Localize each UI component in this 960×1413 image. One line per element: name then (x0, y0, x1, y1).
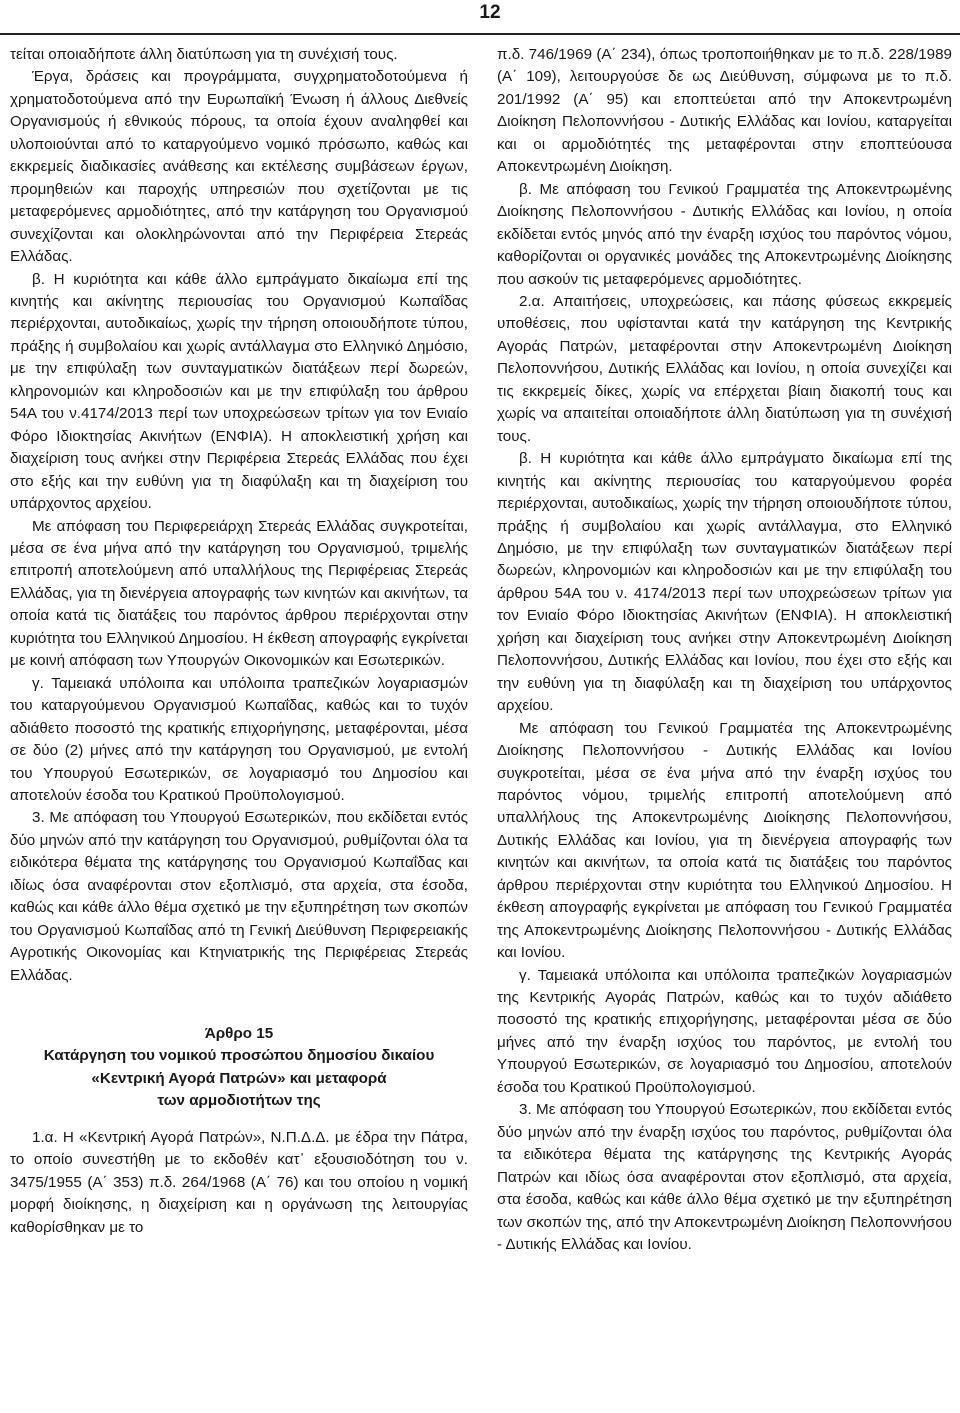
article-title-line-2: «Κεντρική Αγορά Πατρών» και μεταφορά (91, 1069, 387, 1087)
paragraph: γ. Ταμειακά υπόλοιπα και υπόλοιπα τραπεζικών λογαριασμών της Κεντρικής Αγοράς Πατρών, καθώς και το τυχόν αδιάθετο ποσοστό της κρατικής επιχορήγησης, μεταφέρονται μέσα σε δύο μήνες από την έναρξη ισχύος του παρόντος, με εντολή του Υπουργού Εσωτερικών, σε λογαριασμό του Δημοσίου, αποτελούν έσοδα του Κρατικού Προϋπολογισμού. (497, 966, 952, 1096)
paragraph: β. Με απόφαση του Γενικού Γραμματέα της Αποκεντρωμένης Διοίκησης Πελοποννήσου - Δυτικής Ελλάδας και Ιονίου, η οποία εκδίδεται εντός μηνός από την έναρξη ισχύος του παρόντος νόμου, καθορίζονται οι οργανικές μονάδες της Αποκεντρωμένης Διοίκησης που ασκούν τις μεταφερόμενες αρμοδιότητες. (497, 180, 952, 288)
left-paragraphs-after (10, 1127, 468, 1239)
paragraph: β. Η κυριότητα και κάθε άλλο εμπράγματο δικαίωμα επί της κινητής και ακίνητης περιουσίας του Οργανισμού Κωπαΐδας περιέρχονται, αυτοδικαίως, χωρίς την τήρηση οποιουδήποτε τύπου, πράξης ή συμβολαίου και χωρίς αντάλλαγμα στο Ελληνικό Δημόσιο, με την επιφύλαξη των συνταγματικών διατάξεων περί δωρεών, κληρονομιών και κληροδοσιών και με την επιφύλαξη του άρθρου 54Α του ν.4174/2013 περί των υποχρεώσεων τρίτων για τον Ενιαίο Φόρο Ιδιοκτησίας Ακινήτων (ΕΝΦΙΑ). Η αποκλειστική χρήση και διαχείριση τους ανήκει στην Περιφέρεια Στερεάς Ελλάδας που έχει στο εξής και την ευθύνη για τη διαφύλαξη και τη διαχείριση του υπάρχοντος αρχείου. (10, 270, 468, 513)
paragraph: π.δ. 746/1969 (Α΄ 234), όπως τροποποιήθηκαν με το π.δ. 228/1989 (Α΄ 109), λειτουργούσε δε ως Διεύθυνση, σύμφωνα με το π.δ. 201/1992 (Α΄ 95) και εποπτεύεται από την Αποκεντρωμένη Διοίκηση Πελοποννήσου - Δυτικής Ελλάδας και Ιονίου, καταργείται και οι αρμοδιότητές της μεταφέρονται στην εποπτεύουσα Αποκεντρωμένη Διοίκηση. (497, 46, 952, 176)
paragraph: 2.α. Απαιτήσεις, υποχρεώσεις, και πάσης φύσεως εκκρεμείς υποθέσεις, που υφίστανται κατά την κατάργηση της Κεντρικής Αγοράς Πατρών, μεταφέρονται στην Αποκεντρωμένη Διοίκηση Πελοποννήσου, Δυτικής Ελλάδας και Ιονίου, η οποία συνεχίζει και τις εκκρεμείς δίκες, χωρίς να επέρχεται βίαιη διακοπή τους και χωρίς να απαιτείται οποιαδήποτε άλλη διατύπωση για τη συνέχισή τους. (497, 292, 952, 445)
article-title-line-1: Κατάργηση του νομικού προσώπου δημοσίου δικαίου (43, 1047, 435, 1065)
paragraph: 1.α. Η «Κεντρική Αγορά Πατρών», Ν.Π.Δ.Δ. με έδρα την Πάτρα, το οποίο συνεστήθη με το εκδοθέν κατ᾽ εξουσιοδότηση του ν. 3475/1955 (Α΄ 353) π.δ. 264/1968 (Α΄ 76) και του οποίου η νομική μορφή διοίκησης, η διαχείριση και η οργάνωση της λειτουργίας καθορίσθηκαν με το (10, 1128, 468, 1236)
paragraph: 3. Με απόφαση του Υπουργού Εσωτερικών, που εκδίδεται εντός δύο μηνών από την έναρξη ισχύος του παρόντος, ρυθμίζονται όλα τα ειδικότερα θέματα της κατάργησης της Κεντρικής Αγοράς Πατρών και ιδίως όσα αναφέρονται στον εξοπλισμό, στα αρχεία, στα έσοδα, καθώς και κάθε άλλο θέμα σχετικό με την εξυπηρέτηση των σκοπών της, από την Αποκεντρωμένη Διοίκηση Πελοποννήσου - Δυτικής Ελλάδας και Ιονίου. (497, 1101, 952, 1254)
paragraph: Με απόφαση του Περιφερειάρχη Στερεάς Ελλάδας συγκροτείται, μέσα σε ένα μήνα από την κατάργηση του Οργανισμού, τριμελής επιτροπή αποτελούμενη από υπαλλήλους της Περιφέρειας Στερεάς Ελλάδας, για τη διενέργεια απογραφής των κινητών και ακινήτων, τα οποία κατά τις διατάξεις του παρόντος άρθρου περιέρχονται στην κυριότητα του Ελληνικού Δημοσίου. Η έκθεση απογραφής εγκρίνεται με κοινή απόφαση των Υπουργών Οικονομικών και Εσωτερικών. (10, 517, 468, 670)
header-rule (0, 33, 960, 35)
paragraph: 3. Με απόφαση του Υπουργού Εσωτερικών, που εκδίδεται εντός δύο μηνών από την κατάργηση του Οργανισμού, ρυθμίζονται όλα τα ειδικότερα θέματα της κατάργησης του Οργανισμού Κωπαΐδας και ιδίως όσα αναφέρονται στον εξοπλισμό, στα αρχεία, στα έσοδα, καθώς και κάθε άλλο θέμα σχετικό με την εξυπηρέτηση των σκοπών του Οργανισμού Κωπαΐδας από τη Γενική Διεύθυνση Περιφερειακής Αγροτικής Οικονομίας και Κτηνιατρικής της Περιφέρειας Στερεάς Ελλάδας. (10, 809, 468, 984)
paragraph: β. Η κυριότητα και κάθε άλλο εμπράγματο δικαίωμα επί της κινητής και ακίνητης περιουσίας του καταργούμενου φορέα περιέρχονται, αυτοδικαίως, χωρίς την τήρηση οποιουδήποτε τύπου, πράξης ή συμβολαίου και χωρίς αντάλλαγμα, στο Ελληνικό Δημόσιο, με την επιφύλαξη των συνταγματικών διατάξεων περί δωρεών, κληρονομιών και κληροδοσιών και με την επιφύλαξη του άρθρου 54Α του ν. 4174/2013 περί των υποχρεώσεων τρίτων για τον Ενιαίο Φόρο Ιδιοκτησίας Ακινήτων (ΕΝΦΙΑ). Η αποκλειστική χρήση και διαχείριση τους ανήκει στην Αποκεντρωμένη Διοίκηση Πελοποννήσου, Δυτικής Ελλάδας και Ιονίου, που έχει στο εξής και την ευθύνη για τη διαφύλαξη και τη διαχείριση του υπάρχοντος αρχείου. (497, 450, 952, 715)
paragraph: γ. Ταμειακά υπόλοιπα και υπόλοιπα τραπεζικών λογαριασμών του καταργούμενου Οργανισμού Κωπαΐδας, καθώς και το τυχόν αδιάθετο ποσοστό της κρατικής επιχορήγησης, μεταφέρονται, μέσα σε δύο (2) μήνες από την κατάργηση του Οργανισμού, με εντολή του Υπουργού Εσωτερικών, σε λογαριασμό του Δημοσίου και αποτελούν έσοδα του Κρατικού Προϋπολογισμού. (10, 674, 468, 804)
left-paragraphs-before (10, 44, 468, 987)
paragraph: Έργα, δράσεις και προγράμματα, συγχρηματοδοτούμενα ή χρηματοδοτούμενα από την Ευρωπαϊκή Ένωση ή άλλους Διεθνείς Οργανισμούς ή εθνικούς πόρους, τα οποία έχουν αναληφθεί και υλοποιούνται από το καταργούμενο νομικό πρόσωπο, καθώς και εκκρεμείς διαδικασίες ανάθεσης και εκτέλεσης συμβάσεων έργων, προμηθειών και παροχής υπηρεσιών που σχετίζονται με τις μεταφερόμενες αρμοδιότητες, από την κατάργηση του Οργανισμού συνεχίζονται και ολοκληρώνονται από την Περιφέρεια Στερεάς Ελλάδας. (10, 68, 468, 266)
right-column (497, 44, 952, 1256)
article-heading (10, 1023, 468, 1113)
left-column (10, 44, 468, 1239)
paragraph: τείται οποιαδήποτε άλλη διατύπωση για τη συνέχισή τους. (10, 46, 398, 63)
article-title-line-3: των αρμοδιοτήτων της (157, 1092, 321, 1110)
article-number: Άρθρο 15 (204, 1025, 274, 1043)
page-number: 12 (479, 2, 501, 23)
paragraph: Με απόφαση του Γενικού Γραμματέα της Αποκεντρωμένης Διοίκησης Πελοποννήσου - Δυτικής Ελλάδας και Ιονίου συγκροτείται, μέσα σε ένα μήνα από την έναρξη ισχύος του παρόντος νόμου, τριμελής επιτροπή αποτελούμενη από υπαλλήλους της Αποκεντρωμένης Διοίκησης Πελοποννήσου, Δυτικής Ελλάδας και Ιονίου, για τη διενέργεια απογραφής των κινητών και ακινήτων, τα οποία κατά τις διατάξεις του παρόντος άρθρου περιέρχονται στην κυριότητα του Ελληνικού Δημοσίου. Η έκθεση απογραφής εγκρίνεται με απόφαση του Γενικού Γραμματέα της Αποκεντρωμένης Διοίκησης Πελοποννήσου - Δυτικής Ελλάδας και Ιονίου. (497, 719, 952, 962)
right-paragraphs (497, 44, 952, 1256)
